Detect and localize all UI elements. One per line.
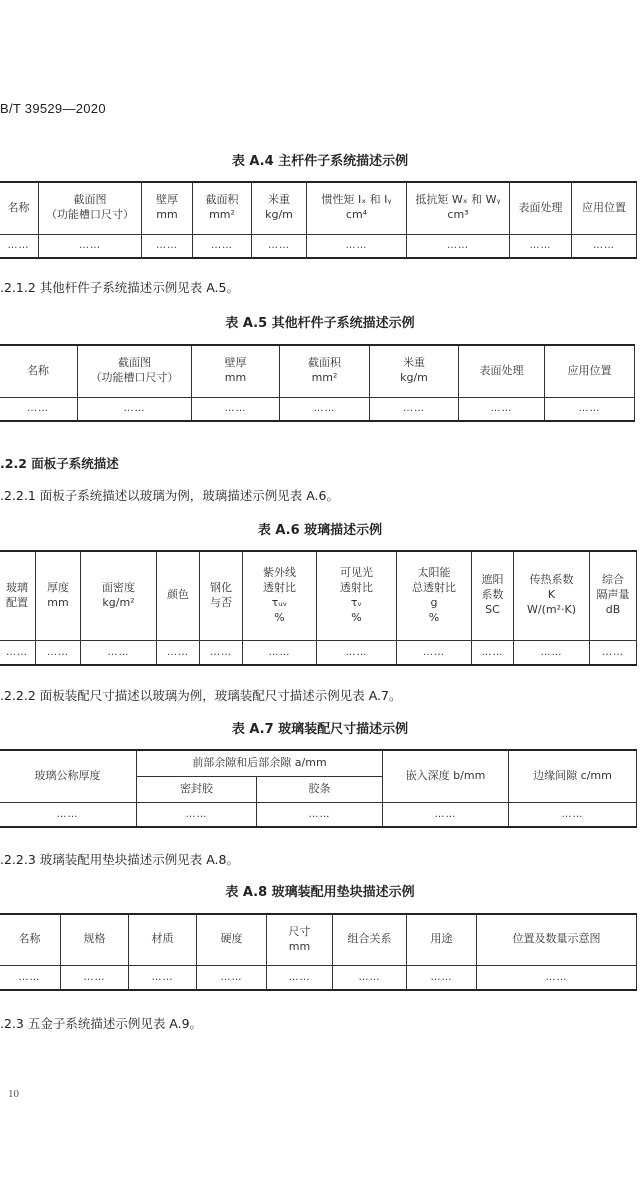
table-a6-cell-2: …… [36, 640, 81, 665]
table-a6-header-cell-11: 综合 隔声量 dB [590, 551, 637, 640]
table-a6 [0, 550, 637, 666]
table-a4-header-cell-1: 名称 [0, 182, 39, 234]
table-a8-header-cell-2: 规格 [61, 914, 129, 965]
table-a4-cell-6: …… [307, 234, 407, 258]
table-a8-cell-4: …… [197, 965, 267, 990]
table-a4-header-cell-6: 惯性矩 Iₓ 和 Iᵧ cm⁴ [307, 182, 407, 234]
table-a7-data-row [0, 802, 637, 827]
table-a5-header-cell-5: 米重 kg/m [370, 345, 459, 397]
table-a7 [0, 749, 637, 828]
page-number: 10 [8, 1088, 19, 1100]
table-a8-header-cell-8: 位置及数量示意图 [477, 914, 637, 965]
table-a6-header-cell-10: 传热系数 K W/(m²·K) [514, 551, 590, 640]
table-a6-header-cell-9: 遮阳 系数 SC [472, 551, 514, 640]
table-a8-cell-5: …… [267, 965, 333, 990]
table-a4-header-cell-8: 表面处理 [510, 182, 572, 234]
table-a6-cell-11: …… [590, 640, 637, 665]
table-a6-header-cell-5: 钢化 与否 [200, 551, 243, 640]
table-a4-cell-1: …… [0, 234, 39, 258]
table-a8 [0, 913, 637, 991]
table-a6-caption: 表 A.6 玻璃描述示例 [257, 523, 383, 538]
table-a6-cell-1: …… [0, 640, 36, 665]
section-2-2-heading: .2.2 面板子系统描述 [0, 456, 119, 471]
table-a6-cell-9: …… [472, 640, 514, 665]
paragraph-2-2-2: .2.2.2 面板装配尺寸描述以玻璃为例，玻璃装配尺寸描述示例见表 A.7。 [0, 688, 402, 703]
table-a7-caption: 表 A.7 玻璃装配尺寸描述示例 [231, 722, 409, 737]
paragraph-2-3: .2.3 五金子系统描述示例见表 A.9。 [0, 1016, 203, 1031]
table-a4-cell-9: …… [572, 234, 637, 258]
table-a5-header-cell-7: 应用位置 [545, 345, 635, 397]
table-a5-header-cell-6: 表面处理 [459, 345, 545, 397]
table-a6-header-cell-1: 玻璃 配置 [0, 551, 36, 640]
table-a5-cell-4: …… [280, 397, 370, 421]
table-a8-cell-2: …… [61, 965, 129, 990]
table-a6-header-cell-2: 厚度 mm [36, 551, 81, 640]
table-a7-header-clearance: 前部余隙和后部余隙 a/mm [137, 750, 383, 776]
table-a8-cell-1: …… [0, 965, 61, 990]
table-a8-header-cell-4: 硬度 [197, 914, 267, 965]
table-a4-header-cell-5: 米重 kg/m [252, 182, 307, 234]
table-a7-cell-1: …… [0, 802, 137, 827]
table-a5-header-cell-3: 壁厚 mm [192, 345, 280, 397]
table-a6-cell-5: …… [200, 640, 243, 665]
table-a6-cell-4: …… [157, 640, 200, 665]
table-a8-header-cell-7: 用途 [407, 914, 477, 965]
table-a7-cell-2: …… [137, 802, 257, 827]
table-a6-data-row [0, 640, 637, 665]
table-a7-header-sealant: 密封胶 [137, 776, 257, 802]
standard-code: B/T 39529—2020 [0, 101, 106, 116]
table-a4-data-row [0, 234, 637, 258]
table-a7-header-edge-clearance: 边缘间隙 c/mm [509, 750, 637, 802]
table-a5-header-cell-4: 截面积 mm² [280, 345, 370, 397]
table-a5-cell-7: …… [545, 397, 635, 421]
table-a8-header-cell-6: 组合关系 [333, 914, 407, 965]
table-a5-cell-3: …… [192, 397, 280, 421]
paragraph-2-1-2: .2.1.2 其他杆件子系统描述示例见表 A.5。 [0, 280, 239, 295]
table-a6-header-cell-7: 可见光 透射比 τᵥ % [317, 551, 397, 640]
table-a8-header-cell-5: 尺寸 mm [267, 914, 333, 965]
table-a7-header-strip: 胶条 [257, 776, 383, 802]
table-a5-header-cell-2: 截面图 （功能槽口尺寸） [78, 345, 192, 397]
table-a6-header-row [0, 551, 637, 640]
table-a7-cell-5: …… [509, 802, 637, 827]
table-a5-header-cell-1: 名称 [0, 345, 78, 397]
table-a4-header-cell-2: 截面图 （功能槽口尺寸） [39, 182, 142, 234]
table-a8-cell-6: …… [333, 965, 407, 990]
table-a8-cell-3: …… [129, 965, 197, 990]
table-a4-cell-8: …… [510, 234, 572, 258]
paragraph-2-2-3: .2.2.3 玻璃装配用垫块描述示例见表 A.8。 [0, 852, 239, 867]
table-a7-header-row-1 [0, 750, 637, 776]
table-a7-header-embed-depth: 嵌入深度 b/mm [383, 750, 509, 802]
table-a8-header-cell-3: 材质 [129, 914, 197, 965]
table-a5-cell-1: …… [0, 397, 78, 421]
table-a6-header-cell-8: 太阳能 总透射比 g % [397, 551, 472, 640]
table-a5-header-row [0, 345, 635, 397]
table-a8-cell-7: …… [407, 965, 477, 990]
table-a4-cell-2: …… [39, 234, 142, 258]
table-a6-header-cell-3: 面密度 kg/m² [81, 551, 157, 640]
table-a4-header-cell-4: 截面积 mm² [193, 182, 252, 234]
table-a6-cell-7: …… [317, 640, 397, 665]
table-a4-header-cell-7: 抵抗矩 Wₓ 和 Wᵧ cm³ [407, 182, 510, 234]
table-a7-cell-3: …… [257, 802, 383, 827]
table-a5-data-row [0, 397, 635, 421]
table-a6-cell-6: …… [243, 640, 317, 665]
table-a7-cell-4: …… [383, 802, 509, 827]
table-a8-data-row [0, 965, 637, 990]
table-a5 [0, 344, 635, 422]
table-a6-header-cell-6: 紫外线 透射比 τᵤᵥ % [243, 551, 317, 640]
table-a6-cell-10: …… [514, 640, 590, 665]
table-a4-header-cell-3: 壁厚 mm [142, 182, 193, 234]
table-a4 [0, 181, 637, 259]
table-a4-cell-5: …… [252, 234, 307, 258]
table-a4-cell-4: …… [193, 234, 252, 258]
table-a4-cell-7: …… [407, 234, 510, 258]
table-a4-header-row [0, 182, 637, 234]
table-a8-header-cell-1: 名称 [0, 914, 61, 965]
table-a7-header-glass-thickness: 玻璃公称厚度 [0, 750, 137, 802]
table-a4-cell-3: …… [142, 234, 193, 258]
table-a5-cell-2: …… [78, 397, 192, 421]
paragraph-2-2-1: .2.2.1 面板子系统描述以玻璃为例，玻璃描述示例见表 A.6。 [0, 488, 339, 503]
table-a8-header-row [0, 914, 637, 965]
table-a5-cell-5: …… [370, 397, 459, 421]
table-a5-caption: 表 A.5 其他杆件子系统描述示例 [225, 316, 415, 331]
table-a4-caption: 表 A.4 主杆件子系统描述示例 [231, 154, 409, 169]
table-a6-header-cell-4: 颜色 [157, 551, 200, 640]
table-a4-header-cell-9: 应用位置 [572, 182, 637, 234]
table-a8-caption: 表 A.8 玻璃装配用垫块描述示例 [225, 885, 415, 900]
table-a6-cell-3: …… [81, 640, 157, 665]
table-a8-cell-8: …… [477, 965, 637, 990]
table-a6-cell-8: …… [397, 640, 472, 665]
table-a5-cell-6: …… [459, 397, 545, 421]
